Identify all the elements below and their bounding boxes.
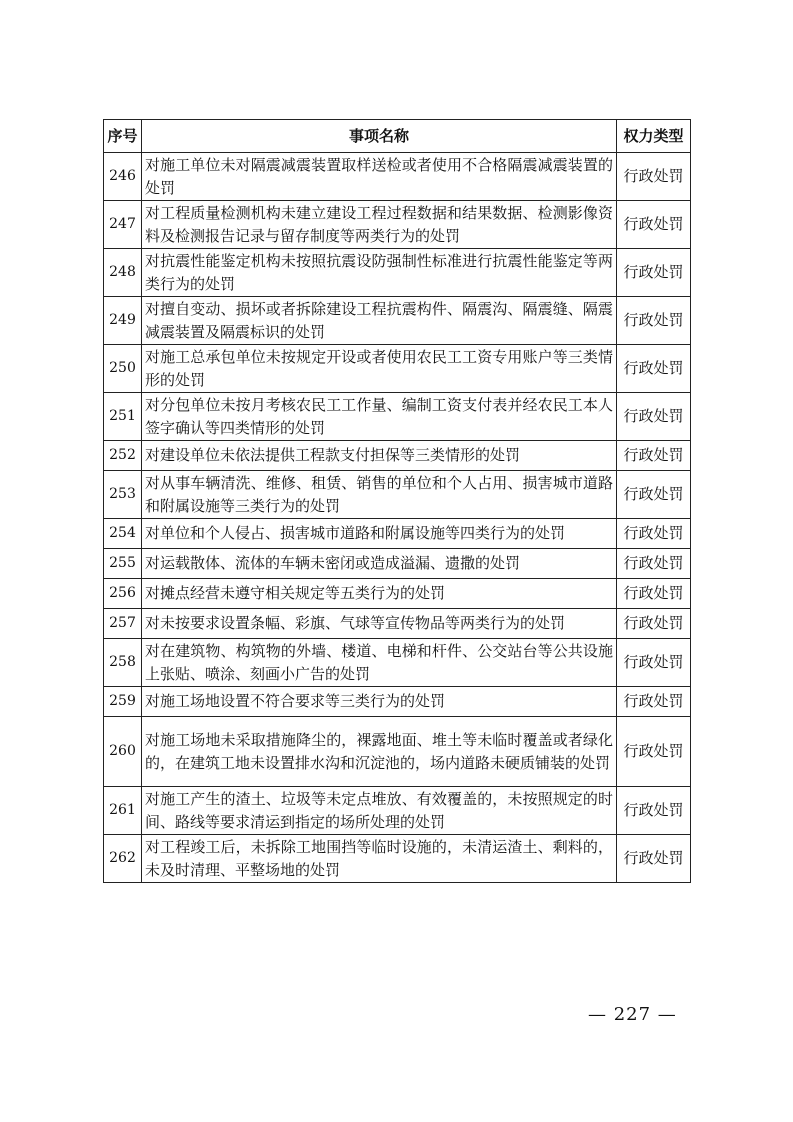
row-number: 250 [104,345,142,393]
row-number: 246 [104,153,142,201]
row-item-name: 对施工场地未采取措施降尘的，裸露地面、堆土等未临时覆盖或者绿化的，在建筑工地未设置排水沟和沉淀池的，场内道路未硬质铺装的处罚 [142,717,617,787]
header-name: 事项名称 [142,120,617,153]
table-row [104,201,691,249]
row-number: 257 [104,609,142,639]
row-item-name: 对施工产生的渣土、垃圾等未定点堆放、有效覆盖的，未按照规定的时间、路线等要求清运到指定的场所处理的处罚 [142,787,617,835]
row-power-type: 行政处罚 [617,249,691,297]
table-row [104,153,691,201]
row-number: 251 [104,393,142,441]
power-list-table [103,119,691,883]
table-row [104,249,691,297]
row-item-name: 对抗震性能鉴定机构未按照抗震设防强制性标准进行抗震性能鉴定等两类行为的处罚 [142,249,617,297]
row-item-name: 对未按要求设置条幅、彩旗、气球等宣传物品等两类行为的处罚 [142,609,617,639]
table-row [104,687,691,717]
row-power-type: 行政处罚 [617,835,691,883]
row-number: 261 [104,787,142,835]
row-item-name: 对建设单位未依法提供工程款支付担保等三类情形的处罚 [142,441,617,471]
row-power-type: 行政处罚 [617,579,691,609]
page-number: — 227 — [588,1004,677,1025]
header-no: 序号 [104,120,142,153]
row-item-name: 对施工场地设置不符合要求等三类行为的处罚 [142,687,617,717]
row-item-name: 对分包单位未按月考核农民工工作量、编制工资支付表并经农民工本人签字确认等四类情形的处罚 [142,393,617,441]
row-item-name: 对从事车辆清洗、维修、租赁、销售的单位和个人占用、损害城市道路和附属设施等三类行为的处罚 [142,471,617,519]
row-power-type: 行政处罚 [617,549,691,579]
row-number: 254 [104,519,142,549]
row-power-type: 行政处罚 [617,153,691,201]
header-type: 权力类型 [617,120,691,153]
row-number: 247 [104,201,142,249]
row-item-name: 对摊点经营未遵守相关规定等五类行为的处罚 [142,579,617,609]
row-power-type: 行政处罚 [617,687,691,717]
table-row [104,297,691,345]
row-power-type: 行政处罚 [617,441,691,471]
row-number: 249 [104,297,142,345]
row-power-type: 行政处罚 [617,519,691,549]
row-item-name: 对擅自变动、损坏或者拆除建设工程抗震构件、隔震沟、隔震缝、隔震减震装置及隔震标识的处罚 [142,297,617,345]
row-power-type: 行政处罚 [617,787,691,835]
table-body [104,153,691,883]
table-row [104,471,691,519]
row-power-type: 行政处罚 [617,717,691,787]
row-number: 255 [104,549,142,579]
table-header-row [104,120,691,153]
row-power-type: 行政处罚 [617,297,691,345]
row-number: 248 [104,249,142,297]
table-row [104,609,691,639]
row-number: 262 [104,835,142,883]
table-row [104,639,691,687]
row-item-name: 对工程竣工后，未拆除工地围挡等临时设施的，未清运渣土、剩料的，未及时清理、平整场地的处罚 [142,835,617,883]
row-power-type: 行政处罚 [617,345,691,393]
row-power-type: 行政处罚 [617,609,691,639]
row-number: 258 [104,639,142,687]
table-row [104,579,691,609]
table-row [104,393,691,441]
row-number: 259 [104,687,142,717]
table-row [104,345,691,393]
row-item-name: 对工程质量检测机构未建立建设工程过程数据和结果数据、检测影像资料及检测报告记录与留存制度等两类行为的处罚 [142,201,617,249]
row-power-type: 行政处罚 [617,393,691,441]
table-row [104,787,691,835]
row-item-name: 对施工单位未对隔震减震装置取样送检或者使用不合格隔震减震装置的处罚 [142,153,617,201]
row-number: 253 [104,471,142,519]
row-number: 260 [104,717,142,787]
row-number: 256 [104,579,142,609]
row-item-name: 对施工总承包单位未按规定开设或者使用农民工工资专用账户等三类情形的处罚 [142,345,617,393]
row-number: 252 [104,441,142,471]
row-item-name: 对单位和个人侵占、损害城市道路和附属设施等四类行为的处罚 [142,519,617,549]
row-power-type: 行政处罚 [617,639,691,687]
row-power-type: 行政处罚 [617,201,691,249]
row-power-type: 行政处罚 [617,471,691,519]
row-item-name: 对在建筑物、构筑物的外墙、楼道、电梯和杆件、公交站台等公共设施上张贴、喷涂、刻画小广告的处罚 [142,639,617,687]
table-row [104,835,691,883]
row-item-name: 对运载散体、流体的车辆未密闭或造成溢漏、遗撒的处罚 [142,549,617,579]
table-row [104,549,691,579]
table-row [104,519,691,549]
table-row [104,441,691,471]
table-row [104,717,691,787]
